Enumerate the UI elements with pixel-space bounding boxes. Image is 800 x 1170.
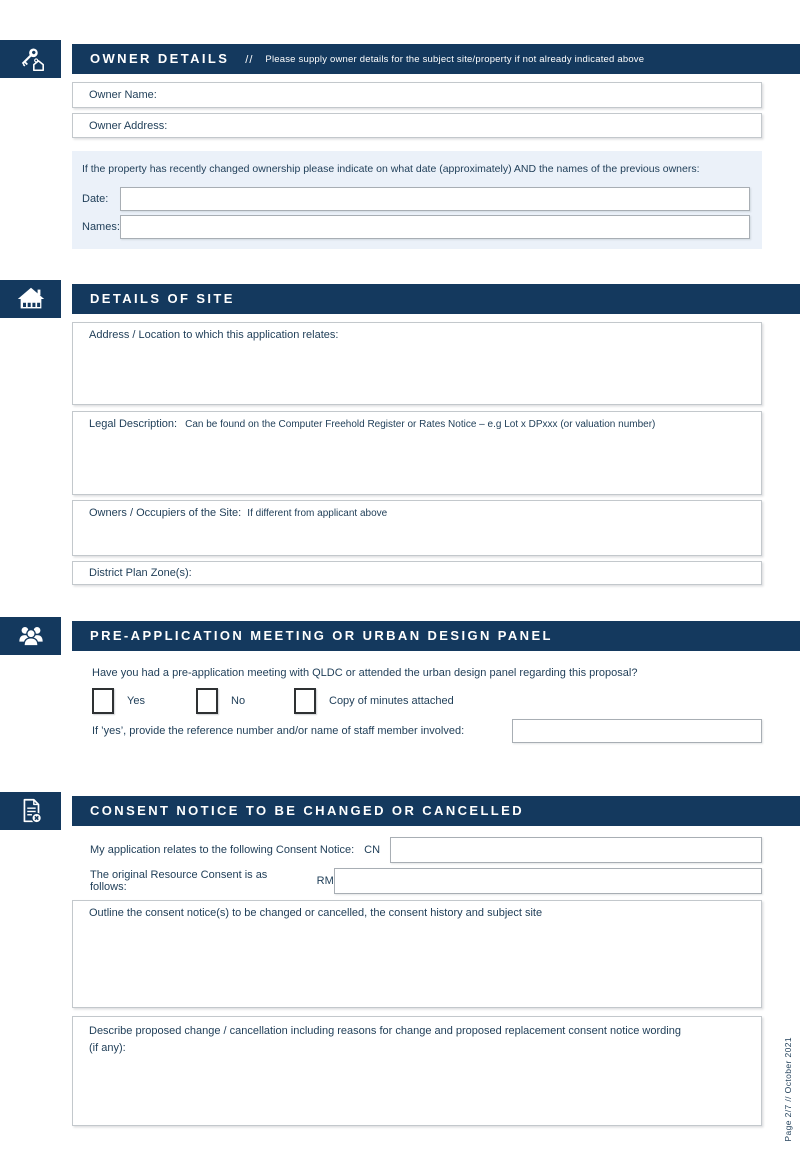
- legal-description-field[interactable]: [72, 411, 762, 495]
- rm-label: The original Resource Consent is as follows:: [90, 869, 268, 893]
- outline-consent-label: Outline the consent notice(s) to be changed or cancelled, the consent history and subject site: [89, 907, 543, 919]
- consent-notice-title-bar: [72, 796, 800, 826]
- date-input[interactable]: [120, 187, 750, 211]
- house-icon: [0, 280, 61, 318]
- owner-name-field[interactable]: [72, 82, 762, 108]
- owner-details-header: [0, 40, 800, 78]
- cn-number-input[interactable]: [390, 837, 762, 863]
- owner-details-title-bar: [72, 44, 800, 74]
- section-subtitle: Please supply owner details for the subject site/property if not already indicated above: [265, 54, 645, 65]
- names-input[interactable]: [120, 215, 750, 239]
- consent-notice-header: [0, 792, 800, 830]
- section-title: DETAILS OF SITE: [90, 291, 235, 306]
- pre-application-title-bar: [72, 621, 800, 651]
- occupiers-label: Owners / Occupiers of the Site:: [89, 507, 242, 519]
- occupiers-hint: If different from applicant above: [247, 508, 388, 519]
- checkbox-no[interactable]: [196, 688, 218, 714]
- describe-change-label: Describe proposed change / cancellation including reasons for change and proposed replacement consent notice wording (if any):: [89, 1025, 681, 1055]
- key-icon: [0, 40, 61, 78]
- site-address-label: Address / Location to which this application relates:: [89, 329, 339, 341]
- checkbox-minutes-attached[interactable]: [294, 688, 316, 714]
- section-title: CONSENT NOTICE TO BE CHANGED OR CANCELLED: [90, 803, 525, 818]
- checkbox-minutes-label: Copy of minutes attached: [329, 695, 454, 707]
- preapp-question: Have you had a pre-application meeting with QLDC or attended the urban design panel regarding this proposal?: [92, 667, 638, 679]
- legal-description-label: Legal Description:: [89, 418, 178, 430]
- date-label: Date:: [82, 193, 109, 205]
- owner-name-label: Owner Name:: [89, 89, 157, 101]
- section-title: OWNER DETAILS: [90, 51, 230, 66]
- district-plan-zone-label: District Plan Zone(s):: [89, 567, 192, 579]
- checkbox-yes[interactable]: [92, 688, 114, 714]
- details-of-site-header: [0, 280, 800, 318]
- page-footer: Page 2/7 // October 2021: [783, 1037, 793, 1142]
- people-icon: [0, 617, 61, 655]
- reference-label: If ’yes’, provide the reference number and/or name of staff member involved:: [92, 725, 465, 737]
- describe-change-field[interactable]: [72, 1016, 762, 1126]
- owner-address-field[interactable]: [72, 113, 762, 138]
- cn-prefix: CN: [364, 844, 381, 856]
- details-of-site-title-bar: [72, 284, 800, 314]
- document-cancel-icon: [0, 792, 61, 830]
- checkbox-yes-label: Yes: [127, 695, 145, 707]
- section-title: PRE-APPLICATION MEETING OR URBAN DESIGN PANEL: [90, 628, 553, 643]
- district-plan-zone-field[interactable]: [72, 561, 762, 585]
- rm-number-input[interactable]: [334, 868, 762, 894]
- reference-input[interactable]: [512, 719, 762, 743]
- outline-consent-field[interactable]: [72, 900, 762, 1008]
- checkbox-no-label: No: [231, 695, 246, 707]
- occupiers-field[interactable]: [72, 500, 762, 556]
- rm-prefix: RM: [316, 875, 334, 887]
- legal-description-hint: Can be found on the Computer Freehold Register or Rates Notice – e.g Lot x DPxxx (or valuation number): [185, 419, 656, 430]
- owner-address-label: Owner Address:: [89, 119, 168, 132]
- ownership-change-note: If the property has recently changed ownership please indicate on what date (approximately) AND the names of the previous owners:: [82, 163, 700, 175]
- site-address-field[interactable]: [72, 322, 762, 405]
- cn-label: My application relates to the following Consent Notice:: [90, 844, 355, 856]
- pre-application-header: [0, 617, 800, 655]
- ownership-change-panel: [72, 151, 762, 249]
- names-label: Names:: [82, 221, 120, 233]
- title-separator: //: [245, 54, 254, 66]
